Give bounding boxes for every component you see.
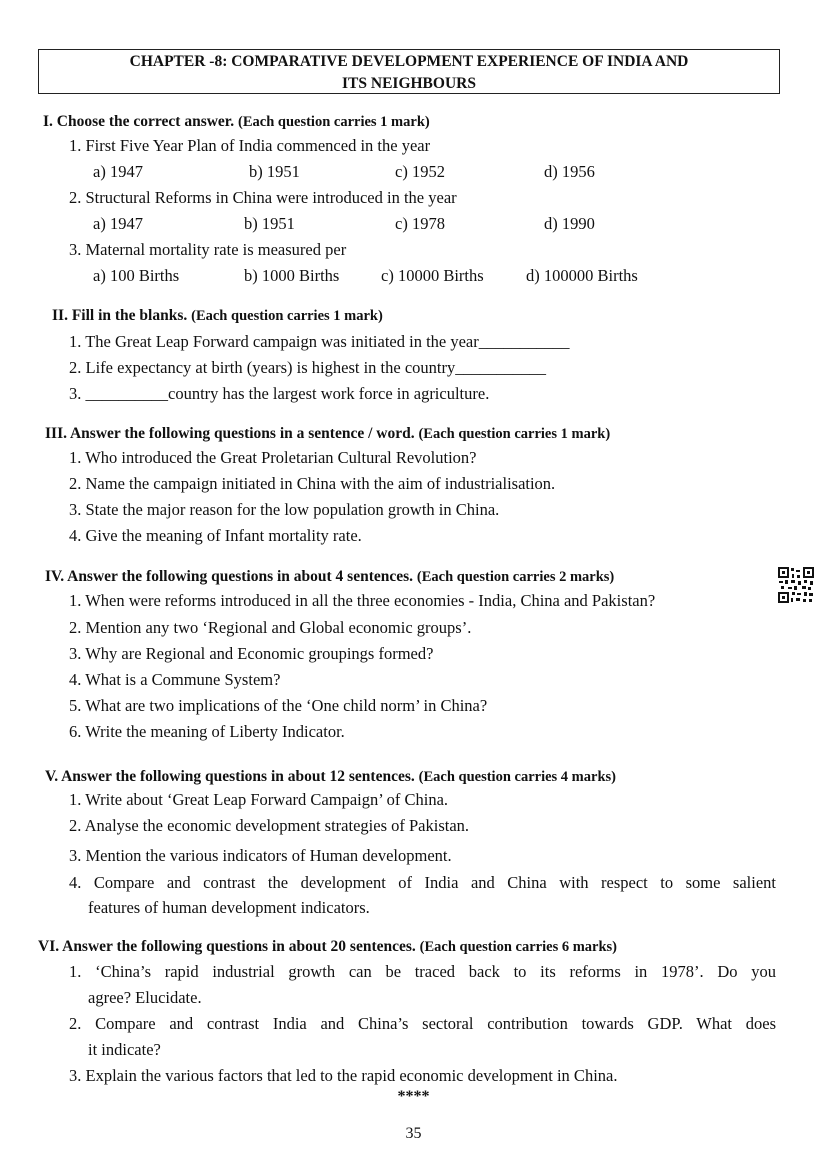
sec1-q2-option-d: d) 1990	[544, 214, 595, 233]
sec5-question-1: 1. Write about ‘Great Leap Forward Campaign’ of China.	[69, 790, 449, 809]
sec5-question-3: 3. Mention the various indicators of Human development.	[69, 846, 452, 865]
sec2-question-3: 3. __________country has the largest work force in agriculture.	[69, 384, 490, 403]
section-2-heading: II. Fill in the blanks. (Each question carries 1 mark)	[52, 307, 383, 324]
sec4-question-6: 6. Write the meaning of Liberty Indicator.	[69, 722, 345, 741]
sec1-q1-option-c: c) 1952	[395, 162, 445, 181]
chapter-title-line1: CHAPTER -8: COMPARATIVE DEVELOPMENT EXPERIENCE OF INDIA AND	[129, 53, 689, 70]
sec4-question-5: 5. What are two implications of the ‘One child norm’ in China?	[69, 696, 488, 715]
sec1-q1-option-d: d) 1956	[544, 162, 595, 181]
sec1-question-1: 1. First Five Year Plan of India commenced in the year	[69, 136, 431, 155]
sec1-q1-option-a: a) 1947	[93, 162, 143, 181]
sec6-question-2-cont: it indicate?	[88, 1040, 161, 1059]
sec5-question-2: 2. Analyse the economic development strategies of Pakistan.	[69, 816, 470, 835]
sec4-question-1: 1. When were reforms introduced in all the three economies - India, China and Pakistan?	[69, 591, 656, 610]
chapter-title-box	[38, 49, 780, 94]
sec2-question-2: 2. Life expectancy at birth (years) is highest in the country___________	[69, 358, 546, 377]
sec3-question-4: 4. Give the meaning of Infant mortality rate.	[69, 526, 362, 545]
qr-code-icon	[777, 566, 815, 604]
end-stars: ****	[397, 1088, 430, 1105]
sec3-question-3: 3. State the major reason for the low population growth in China.	[69, 500, 500, 519]
sec1-q3-option-d: d) 100000 Births	[526, 266, 638, 285]
sec4-question-4: 4. What is a Commune System?	[69, 670, 281, 689]
sec1-q1-option-b: b) 1951	[249, 162, 300, 181]
sec6-question-1: 1. ‘China’s rapid industrial growth can be traced back to its reforms in 1978’. Do you	[69, 962, 776, 981]
sec6-question-2: 2. Compare and contrast India and China’s sectoral contribution towards GDP. What does	[69, 1014, 776, 1033]
section-6-heading: VI. Answer the following questions in about 20 sentences. (Each question carries 6 marks)	[38, 938, 618, 955]
sec2-question-1: 1. The Great Leap Forward campaign was initiated in the year___________	[69, 332, 570, 351]
page-number: 35	[405, 1125, 422, 1142]
sec3-question-1: 1. Who introduced the Great Proletarian Cultural Revolution?	[69, 448, 477, 467]
sec1-q3-option-a: a) 100 Births	[93, 266, 180, 285]
sec1-q2-option-c: c) 1978	[395, 214, 445, 233]
sec1-question-3: 3. Maternal mortality rate is measured per	[69, 240, 347, 259]
sec1-q2-option-b: b) 1951	[244, 214, 295, 233]
sec4-question-2: 2. Mention any two ‘Regional and Global economic groups’.	[69, 618, 472, 637]
sec1-q3-option-b: b) 1000 Births	[244, 266, 340, 285]
sec6-question-1-cont: agree? Elucidate.	[88, 988, 202, 1007]
sec3-question-2: 2. Name the campaign initiated in China with the aim of industrialisation.	[69, 474, 556, 493]
sec1-question-2: 2. Structural Reforms in China were introduced in the year	[69, 188, 457, 207]
sec1-q3-option-c: c) 10000 Births	[381, 266, 484, 285]
sec5-question-4: 4. Compare and contrast the development of India and China with respect to some salient	[69, 873, 776, 892]
sec6-question-3: 3. Explain the various factors that led to the rapid economic development in China.	[69, 1066, 618, 1085]
sec4-question-3: 3. Why are Regional and Economic groupings formed?	[69, 644, 434, 663]
section-5-heading: V. Answer the following questions in about 12 sentences. (Each question carries 4 marks)	[45, 768, 616, 785]
section-3-heading: III. Answer the following questions in a sentence / word. (Each question carries 1 mark)	[45, 425, 611, 442]
sec1-q2-option-a: a) 1947	[93, 214, 143, 233]
sec5-question-4-cont: features of human development indicators.	[88, 898, 370, 917]
section-1-heading: I. Choose the correct answer. (Each question carries 1 mark)	[43, 113, 430, 130]
chapter-title-line2: ITS NEIGHBOURS	[342, 75, 476, 92]
section-4-heading: IV. Answer the following questions in about 4 sentences. (Each question carries 2 marks)	[45, 568, 615, 585]
